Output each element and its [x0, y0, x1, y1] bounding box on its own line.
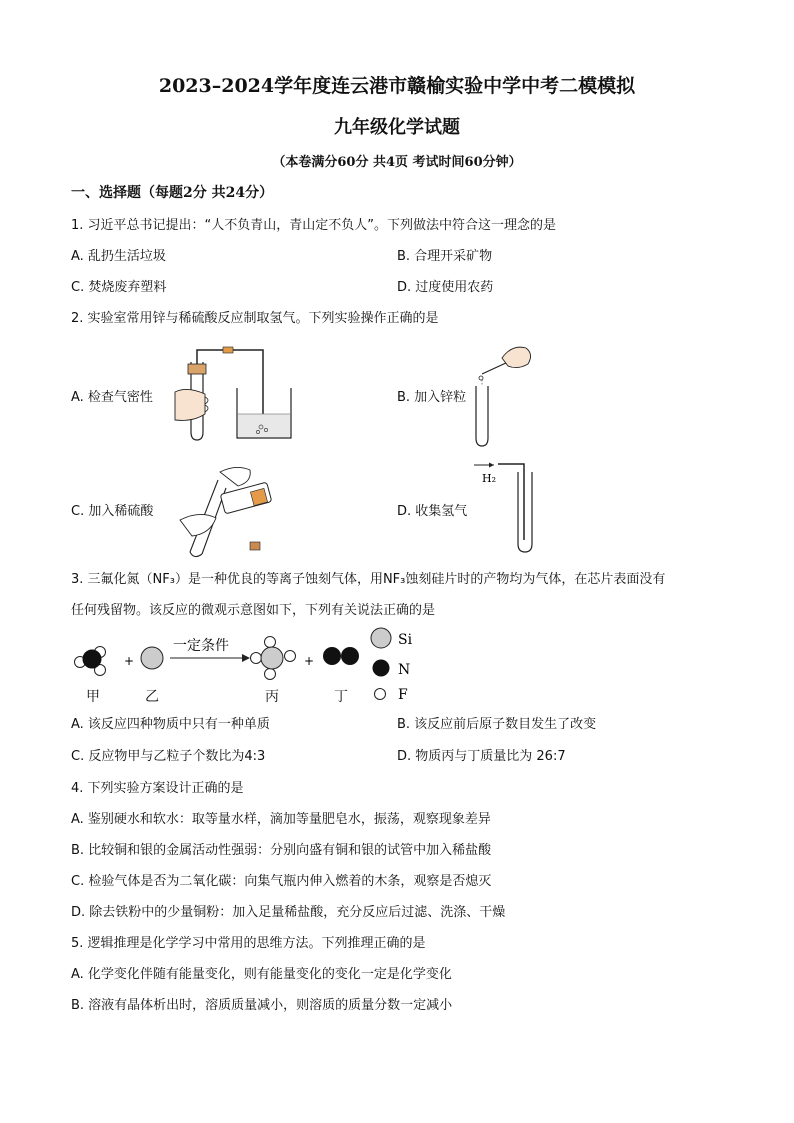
q5-stem: 5. 逻辑推理是化学学习中常用的思维方法。下列推理正确的是 — [71, 936, 426, 951]
q4-option-d: D. 除去铁粉中的少量铜粉：加入足量稀盐酸，充分反应后过滤、洗涤、干燥 — [71, 905, 506, 920]
molecule-yi — [141, 647, 163, 669]
label-yi: 乙 — [145, 689, 159, 705]
legend-si: Si — [398, 632, 413, 648]
legend-n: N — [398, 662, 411, 678]
q2-option-c: C. 加入稀硫酸 — [71, 504, 154, 519]
reaction-diagram — [70, 622, 430, 702]
q1-stem: 1. 习近平总书记提出：“人不负青山，青山定不负人”。下列做法中符合这一理念的是 — [71, 218, 557, 233]
q5-option-b: B. 溶液有晶体析出时，溶质质量减小，则溶质的质量分数一定减小 — [71, 998, 453, 1013]
q3-option-d: D. 物质丙与丁质量比为 26:7 — [397, 749, 566, 764]
q2-option-a: A. 检查气密性 — [71, 390, 153, 405]
exam-title: 2023–2024学年度连云港市赣榆实验中学中考二模模拟 — [158, 75, 636, 97]
label-ding: 丁 — [334, 689, 348, 705]
h2-label: H₂ — [482, 472, 497, 485]
q3-stem-line1: 3. 三氟化氮（NF₃）是一种优良的等离子蚀刻气体，用NF₃蚀刻硅片时的产物均为气体，在芯片表面没有 — [71, 572, 666, 587]
molecule-bing — [251, 637, 296, 680]
plus-sign-1: + — [124, 654, 135, 668]
q2-stem: 2. 实验室常用锌与稀硫酸反应制取氢气。下列实验操作正确的是 — [71, 311, 439, 326]
exam-subtitle: 九年级化学试题 — [334, 117, 460, 138]
add-acid-figure — [160, 460, 280, 560]
q1-option-c: C. 焚烧废弃塑料 — [71, 280, 167, 295]
molecule-ding — [323, 647, 359, 665]
exam-info: （本卷满分60分 共4页 考试时间60分钟） — [272, 155, 522, 170]
legend-n-icon — [373, 660, 390, 677]
legend-f: F — [398, 687, 408, 703]
q4-stem: 4. 下列实验方案设计正确的是 — [71, 781, 244, 796]
legend-f-icon — [375, 689, 386, 700]
q3-stem-line2: 任何残留物。该反应的微观示意图如下，下列有关说法正确的是 — [71, 603, 436, 618]
q1-option-a: A. 乱扔生活垃圾 — [71, 249, 166, 264]
q1-option-d: D. 过度使用农药 — [397, 280, 494, 295]
section-heading: 一、选择题（每题2分 共24分） — [71, 185, 274, 201]
q4-option-c: C. 检验气体是否为二氧化碳：向集气瓶内伸入燃着的木条，观察是否熄灭 — [71, 874, 492, 889]
add-zinc-figure — [468, 340, 538, 448]
q5-option-a: A. 化学变化伴随有能量变化，则有能量变化的变化一定是化学变化 — [71, 967, 452, 982]
reaction-condition: 一定条件 — [173, 638, 229, 654]
q4-option-a: A. 鉴别硬水和软水：取等量水样，滴加等量肥皂水，振荡，观察现象差异 — [71, 812, 491, 827]
label-jia: 甲 — [86, 689, 100, 705]
q3-option-b: B. 该反应前后原子数目发生了改变 — [397, 717, 597, 732]
q3-option-c: C. 反应物甲与乙粒子个数比为4:3 — [71, 749, 266, 764]
airtightness-check-figure — [165, 342, 295, 442]
arrow-icon — [242, 654, 250, 662]
q3-option-a: A. 该反应四种物质中只有一种单质 — [71, 717, 270, 732]
q1-option-b: B. 合理开采矿物 — [397, 249, 493, 264]
collect-hydrogen-figure — [470, 460, 550, 556]
plus-sign-2: + — [304, 654, 315, 668]
molecule-jia — [75, 647, 106, 676]
q2-option-d: D. 收集氢气 — [397, 504, 468, 519]
q4-option-b: B. 比较铜和银的金属活动性强弱：分别向盛有铜和银的试管中加入稀盐酸 — [71, 843, 492, 858]
q2-option-b: B. 加入锌粒 — [397, 390, 467, 405]
label-bing: 丙 — [265, 689, 279, 705]
legend-si-icon — [371, 628, 391, 648]
